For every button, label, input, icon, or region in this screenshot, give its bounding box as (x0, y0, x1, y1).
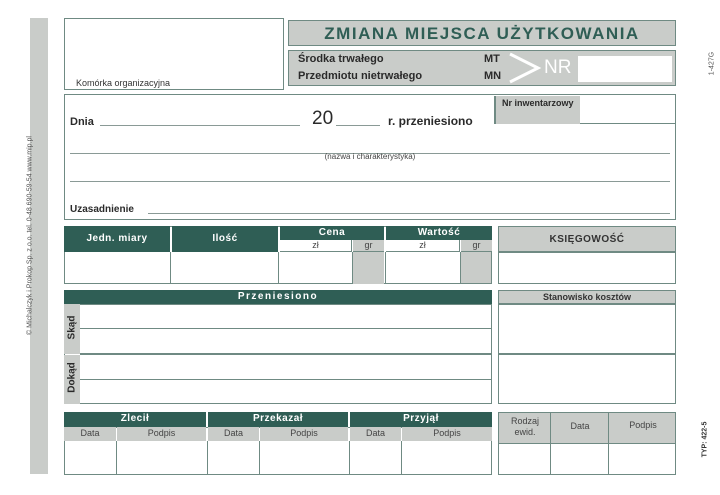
handed-signature-label: Podpis (260, 427, 348, 441)
handed-date-label: Data (208, 427, 259, 441)
qty-header: Ilość (172, 226, 278, 252)
moved-header: Przeniesiono (64, 290, 492, 304)
value-zl: zł (386, 240, 460, 252)
form-title: ZMIANA MIEJSCA UŻYTKOWANIA (324, 24, 640, 43)
moved-label: r. przeniesiono (388, 114, 473, 128)
to-line-2[interactable] (80, 380, 492, 404)
from-line-1[interactable] (80, 304, 492, 329)
day-label: Dnia (70, 116, 94, 128)
chevron-icon (508, 52, 542, 84)
received-date-cell[interactable] (350, 441, 402, 475)
record-type-cell[interactable] (498, 412, 551, 475)
price-gr: gr (353, 240, 384, 252)
accounting-cell[interactable] (498, 252, 676, 284)
received-signature-label: Podpis (402, 427, 492, 441)
value-header: Wartość (386, 226, 492, 240)
cost-center-cell-2[interactable] (498, 354, 676, 404)
unit-header: Jedn. miary (64, 226, 170, 252)
mn-label: MN (484, 70, 502, 82)
value-gr: gr (461, 240, 492, 252)
name-input-2[interactable] (70, 168, 670, 182)
inventory-nr-label: Nr inwentarzowy (502, 98, 574, 108)
unit-cell[interactable] (64, 252, 171, 284)
value-gr-cell[interactable] (461, 252, 491, 283)
ordered-signature-label: Podpis (117, 427, 206, 441)
qty-cell[interactable] (171, 252, 279, 284)
nr-label: NR (544, 57, 572, 78)
received-signature-cell[interactable] (402, 441, 492, 475)
record-signature-label: Podpis (629, 420, 657, 430)
type-code: TYP: 422-5 (701, 421, 709, 458)
year-input[interactable] (336, 112, 380, 126)
received-date-label: Data (350, 427, 401, 441)
handed-signature-cell[interactable] (260, 441, 350, 475)
from-label: Skąd (66, 315, 78, 340)
to-line-1[interactable] (80, 355, 492, 380)
nr-input[interactable] (578, 56, 672, 82)
name-desc-label: (nazwa i charakterystyka) (324, 152, 416, 161)
price-header: Cena (280, 226, 384, 240)
received-header: Przyjął (350, 412, 492, 427)
org-unit-label: Komórka organizacyjna (76, 78, 171, 88)
record-type-label: Rodzaj ewid. (510, 416, 539, 437)
to-label: Dokąd (66, 362, 78, 393)
record-date-label: Data (570, 421, 590, 431)
accounting-header: KSIĘGOWOŚĆ (498, 226, 676, 252)
form-code: 1-427G (708, 51, 716, 76)
ordered-date-cell[interactable] (64, 441, 117, 475)
from-line-2[interactable] (80, 329, 492, 355)
reason-input[interactable] (148, 200, 670, 214)
asset-low-label: Przedmiotu nietrwałego (298, 70, 423, 82)
handed-date-cell[interactable] (208, 441, 260, 475)
ordered-header: Zlecił (64, 412, 206, 427)
record-signature-cell[interactable] (609, 444, 676, 475)
year-prefix: 20 (312, 108, 334, 129)
handed-header: Przekazał (208, 412, 348, 427)
asset-fixed-label: Środka trwałego (298, 53, 384, 65)
record-date-cell[interactable] (551, 412, 609, 475)
price-zl: zł (280, 240, 352, 252)
price-gr-cell[interactable] (353, 252, 384, 284)
day-input[interactable] (100, 112, 300, 126)
mt-label: MT (484, 53, 500, 65)
cost-center-header: Stanowisko kosztów (498, 290, 676, 304)
inventory-nr-input[interactable] (582, 98, 674, 122)
ordered-date-label: Data (64, 427, 116, 441)
cost-center-cell-1[interactable] (498, 304, 676, 354)
publisher-text: © Michalczyk i Prokop Sp. z o.o. tel. 0-48 690-59-54 www.mip.pl (26, 136, 34, 335)
price-zl-cell[interactable] (279, 252, 353, 284)
value-zl-cell[interactable] (385, 252, 461, 284)
reason-label: Uzasadnienie (70, 204, 134, 215)
ordered-signature-cell[interactable] (117, 441, 208, 475)
